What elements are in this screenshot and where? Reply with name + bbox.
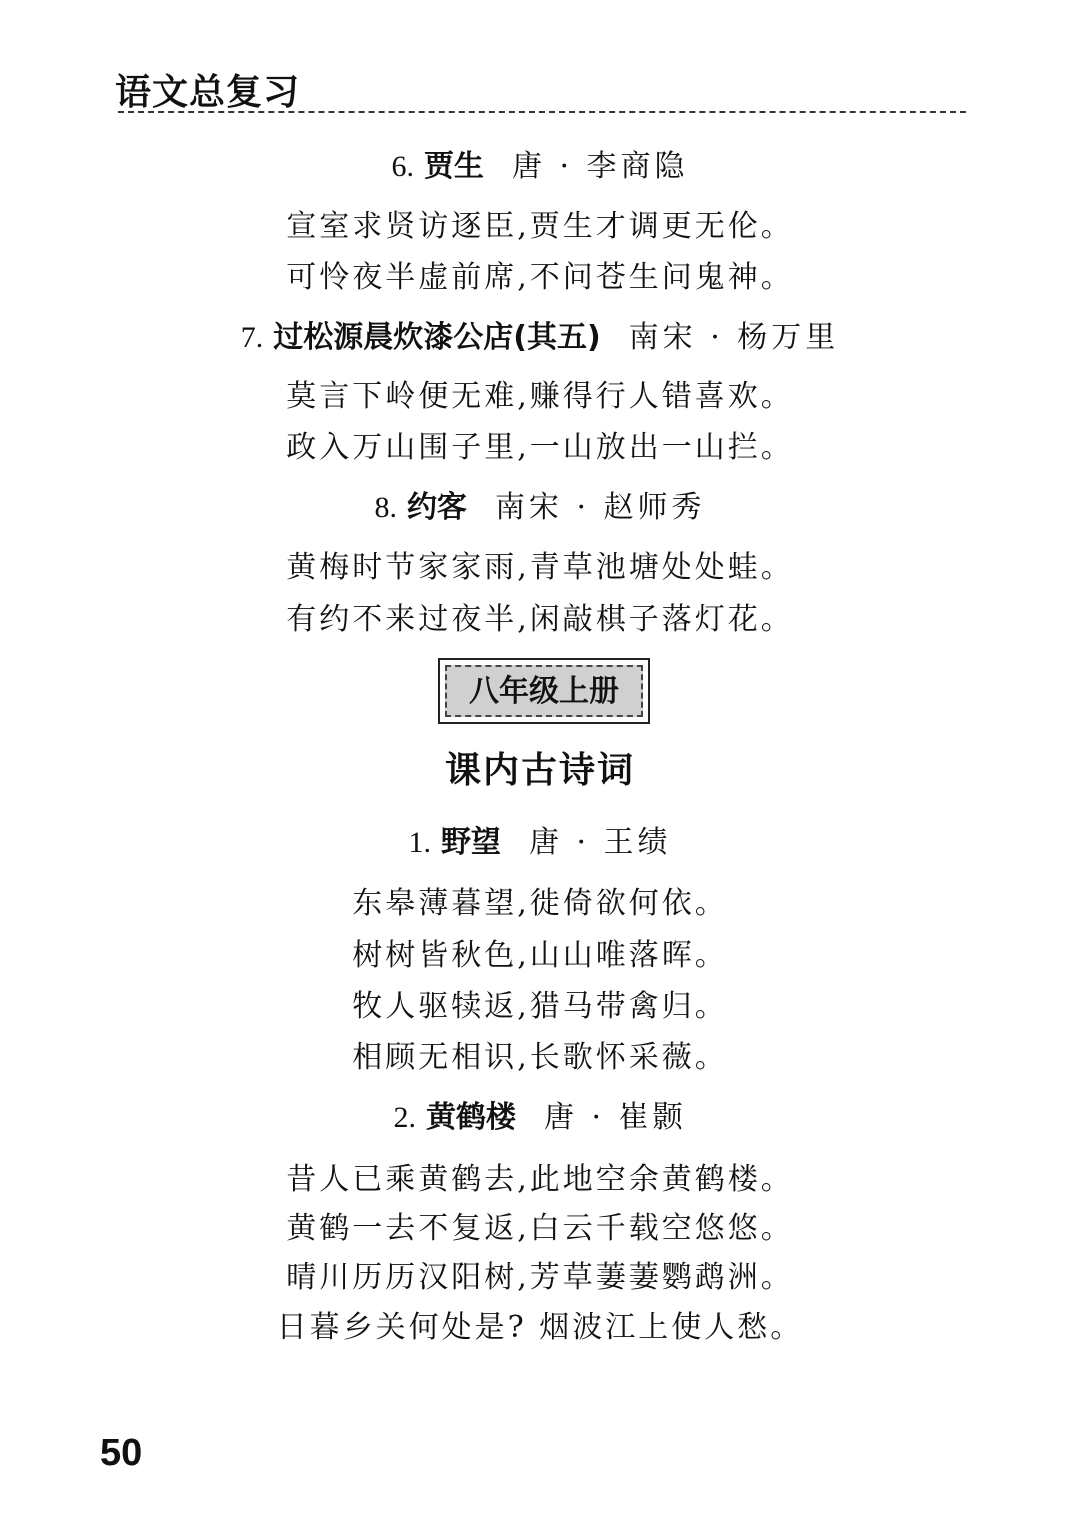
poem-verse: 牧人驱犊返,猎马带禽归。 [352, 989, 728, 1024]
header-divider [118, 111, 966, 113]
poem-number: 6. [391, 150, 414, 183]
poem-title-line [0, 486, 1080, 530]
section-heading: 课内古诗词 [444, 750, 635, 791]
poem-title: 过松源晨炊漆公店(其五) [273, 320, 601, 355]
poem-number: 2. [393, 1101, 416, 1134]
poem-title: 约客 [406, 490, 467, 525]
poem-verse: 黄鹤一去不复返,白云千载空悠悠。 [286, 1211, 794, 1246]
poem-title-line [0, 821, 1080, 865]
poem-verse: 昔人已乘黄鹤去,此地空余黄鹤楼。 [286, 1162, 794, 1197]
poem-verse: 东皋薄暮望,徙倚欲何依。 [352, 886, 728, 921]
poem-title: 贾生 [423, 149, 484, 184]
poem-author: 唐 · 王绩 [528, 825, 672, 860]
poem-author: 唐 · 李商隐 [511, 149, 689, 184]
grade-section-label: 八年级上册 [445, 665, 643, 717]
poem-verse: 有约不来过夜半,闲敲棋子落灯花。 [286, 602, 794, 637]
poem-title-line [0, 316, 1080, 360]
grade-section-badge [438, 658, 650, 724]
poem-verse: 宣室求贤访逐臣,贾生才调更无伦。 [286, 209, 794, 244]
poem-title-line [0, 1096, 1080, 1140]
poem-verse: 日暮乡关何处是? 烟波江上使人愁。 [276, 1310, 804, 1345]
poem-author: 唐 · 崔颢 [543, 1100, 687, 1135]
poem-author: 南宋 · 杨万里 [628, 320, 840, 355]
poem-author: 南宋 · 赵师秀 [494, 490, 706, 525]
poem-title: 野望 [440, 825, 501, 860]
poem-number: 7. [240, 321, 264, 354]
poem-title: 黄鹤楼 [425, 1100, 516, 1135]
poem-verse: 相顾无相识,长歌怀采薇。 [352, 1040, 728, 1075]
poem-verse: 政入万山围子里,一山放出一山拦。 [286, 430, 794, 465]
page-number: 50 [100, 1432, 143, 1474]
poem-verse: 晴川历历汉阳树,芳草萋萋鹦鹉洲。 [286, 1260, 794, 1295]
poem-verse: 树树皆秋色,山山唯落晖。 [352, 938, 728, 973]
poem-verse: 莫言下岭便无难,赚得行人错喜欢。 [286, 379, 794, 414]
poem-number: 8. [374, 491, 397, 524]
book-title: 语文总复习 [115, 72, 301, 113]
poem-number: 1. [408, 826, 431, 859]
poem-title-line [0, 145, 1080, 189]
poem-verse: 黄梅时节家家雨,青草池塘处处蛙。 [286, 550, 794, 585]
poem-verse: 可怜夜半虚前席,不问苍生问鬼神。 [286, 260, 794, 295]
